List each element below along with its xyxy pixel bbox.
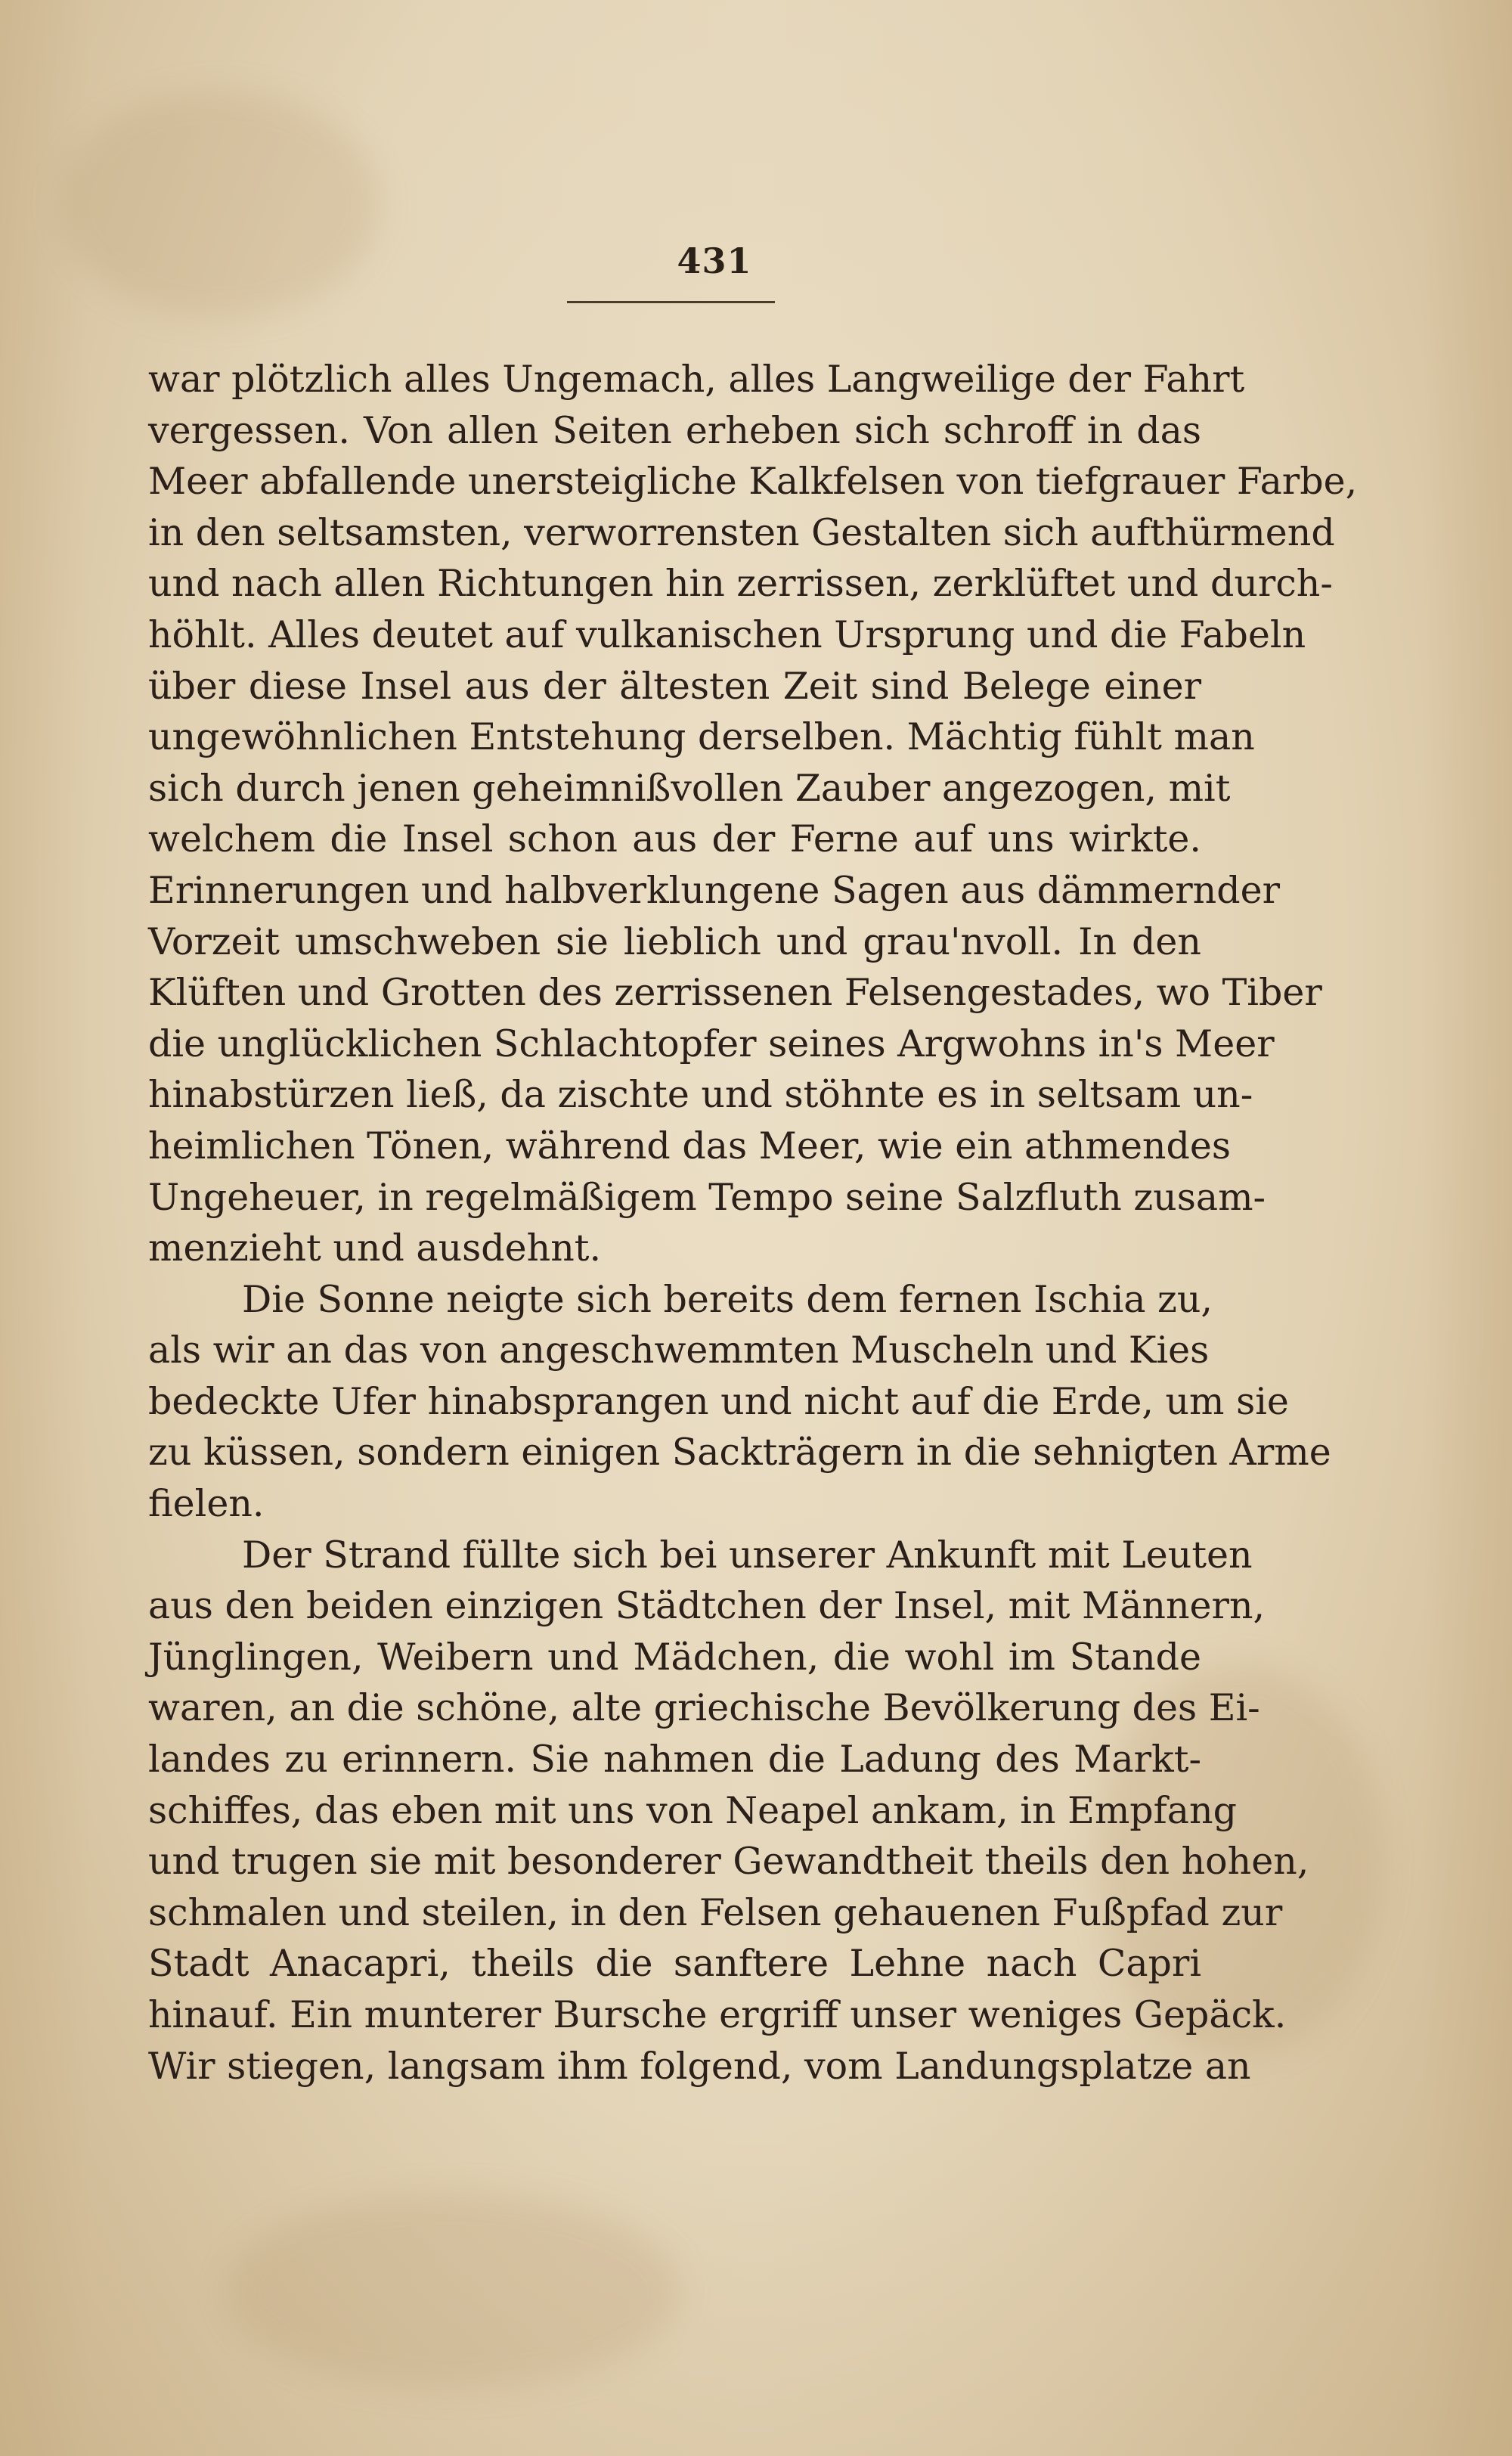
text-line: hinabstürzen ließ, da zischte und stöhnte es in seltsam un- — [148, 1073, 1253, 1117]
text-line: aus den beiden einzigen Städtchen der Insel, mit Männern, — [148, 1584, 1266, 1628]
text-line: sich durch jenen geheimnißvollen Zauber angezogen, mit — [148, 766, 1231, 810]
text-line: Der Strand füllte sich bei unserer Ankunft mit Leuten — [242, 1533, 1253, 1577]
text-line: schiffes, das eben mit uns von Neapel ankam, in Empfang — [148, 1788, 1237, 1832]
paper-stain — [60, 91, 378, 318]
body-text — [148, 354, 1358, 2092]
text-line: über diese Insel aus der ältesten Zeit sind Belege einer — [148, 664, 1201, 708]
text-line: und nach allen Richtungen hin zerrissen, zerklüftet und durch- — [148, 562, 1333, 606]
text-line: welchem die Insel schon aus der Ferne auf uns wirkte. — [148, 817, 1201, 861]
text-line: schmalen und steilen, in den Felsen gehauenen Fußpfad zur — [148, 1890, 1283, 1934]
header-rule — [567, 301, 775, 303]
text-line: Die Sonne neigte sich bereits dem fernen Ischia zu, — [242, 1277, 1213, 1321]
text-line: und trugen sie mit besonderer Gewandtheit theils den hohen, — [148, 1840, 1309, 1884]
text-line: vergessen. Von allen Seiten erheben sich schroff in das — [148, 408, 1201, 452]
text-line: heimlichen Tönen, während das Meer, wie ein athmendes — [148, 1124, 1232, 1168]
text-line: waren, an die schöne, alte griechische Bevölkerung des Ei- — [148, 1686, 1260, 1730]
text-line: Wir stiegen, langsam ihm folgend, vom Landungsplatze an — [148, 2044, 1251, 2088]
text-line: Vorzeit umschweben sie lieblich und grau'nvoll. In den — [148, 919, 1201, 963]
text-line: ungewöhnlichen Entstehung derselben. Mächtig fühlt man — [148, 715, 1255, 759]
text-line: war plötzlich alles Ungemach, alles Langweilige der Fahrt — [148, 358, 1245, 401]
text-line: höhlt. Alles deutet auf vulkanischen Ursprung und die Fabeln — [148, 612, 1306, 656]
text-line: Jünglingen, Weibern und Mädchen, die wohl im Stande — [148, 1635, 1201, 1679]
text-line: hinauf. Ein munterer Bursche ergriff unser weniges Gepäck. — [148, 1993, 1287, 2036]
text-line: Meer abfallende unersteigliche Kalkfelsen von tiefgrauer Farbe, — [148, 460, 1358, 504]
paper-stain — [227, 2193, 680, 2389]
text-line: Stadt Anacapri, theils die sanftere Lehne nach Capri — [148, 1942, 1201, 1986]
text-line: in den seltsamsten, verworrensten Gestalten sich aufthürmend — [148, 510, 1335, 554]
text-line: zu küssen, sondern einigen Sackträgern in die sehnigten Arme — [148, 1431, 1331, 1475]
page-number: 431 — [677, 240, 752, 281]
text-line: landes zu erinnern. Sie nahmen die Ladung des Markt- — [148, 1738, 1201, 1782]
text-line: als wir an das von angeschwemmten Muscheln und Kies — [148, 1329, 1210, 1372]
text-line: Erinnerungen und halbverklungene Sagen aus dämmernder — [148, 868, 1281, 912]
text-line: die unglücklichen Schlachtopfer seines Argwohns in's Meer — [148, 1022, 1275, 1065]
text-line: fielen. — [148, 1482, 265, 1526]
text-line: Ungeheuer, in regelmäßigem Tempo seine Salzfluth zusam- — [148, 1175, 1266, 1219]
text-line: Klüften und Grotten des zerrissenen Felsengestades, wo Tiber — [148, 971, 1322, 1015]
text-line: bedeckte Ufer hinabsprangen und nicht auf die Erde, um sie — [148, 1379, 1289, 1423]
text-line: menzieht und ausdehnt. — [148, 1226, 602, 1270]
